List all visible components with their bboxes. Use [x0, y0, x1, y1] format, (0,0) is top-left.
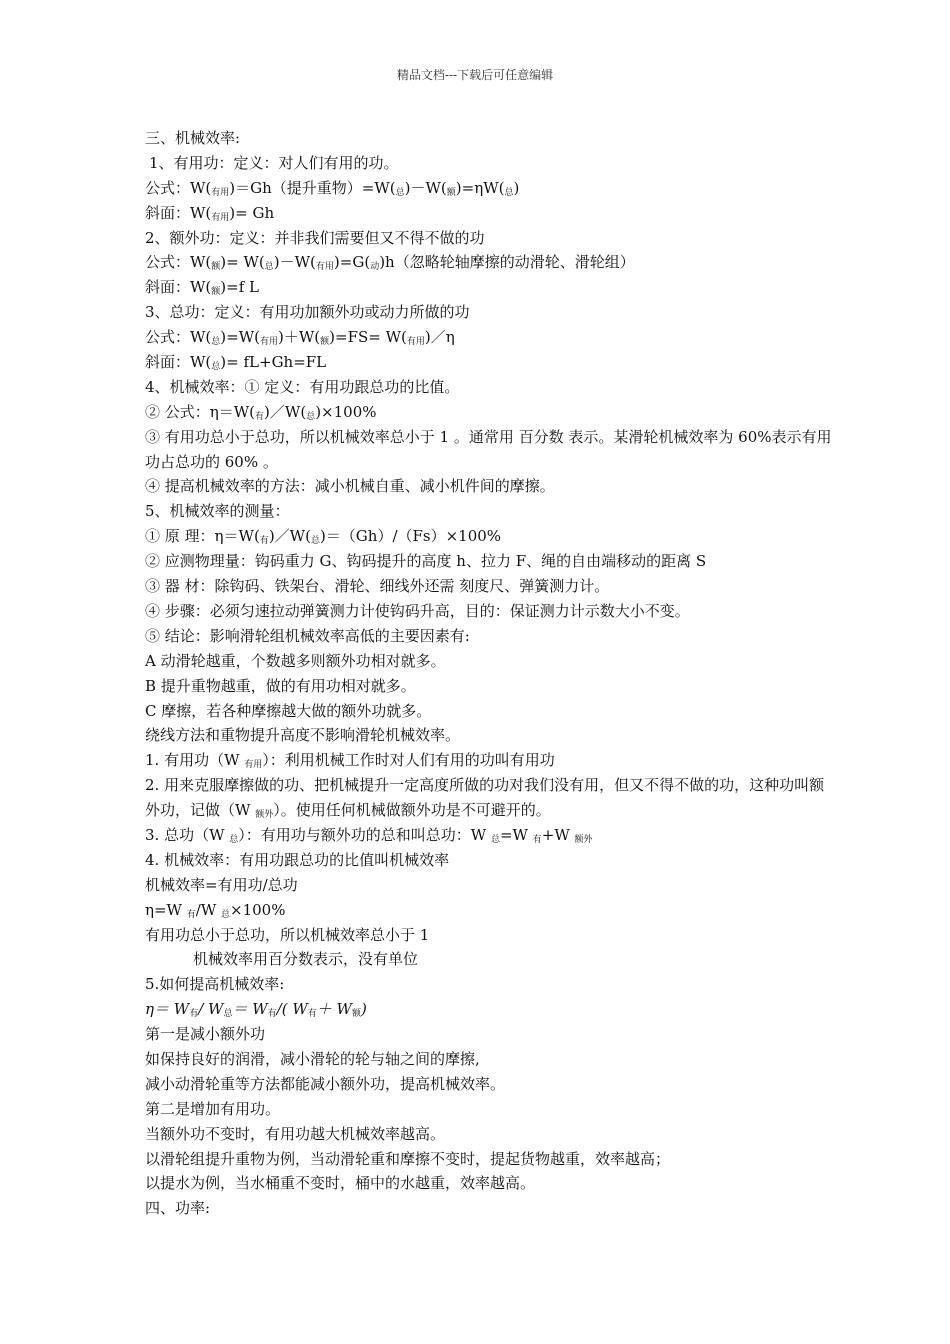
text-paragraph: ③ 有用功总小于总功，所以机械效率总小于 1 。通常用 百分数 表示。某滑轮机械效率为 60%表示有用功占总功的 60% 。 — [145, 427, 832, 471]
document-body — [145, 126, 835, 1221]
text-line: 机械效率=有用功/总功 — [145, 875, 298, 894]
text-line: 绕线方法和重物提升高度不影响滑轮机械效率。 — [145, 726, 461, 745]
text-line: 1、有用功：定义：对人们有用的功。 — [149, 153, 399, 172]
formula-line: 公式：$W(_{有用})=Gh$（提升重物）$=W(_总)-W(_额)=\eta W(_总)$ — [145, 178, 520, 198]
text-line: 减小动滑轮重等方法都能减小额外功，提高机械效率。 — [145, 1074, 506, 1093]
text-line: 3. 总功（W $_总$）：有用功与额外功的总和叫总功：W $_总$=W $_有$+W $_{额外}$ — [145, 825, 593, 845]
text-line: 5、机械效率的测量： — [145, 502, 290, 521]
text-line: ⑤ 结论：影响滑轮组机械效率高低的主要因素有: — [145, 626, 470, 645]
formula-line: 公式：$W(_额)= W(_总)-W(_{有用})=G(_动)h$（忽略轮轴摩擦的动滑轮、滑轮组） — [145, 253, 635, 273]
formula-line: 公式：$W(_总)=W(_{有用})+W(_额)=FS=$ $W(_{有用})/\eta$ — [145, 328, 455, 348]
formula-line: 斜面：$W(_总)= fL+Gh=FL$ — [145, 353, 327, 373]
text-line: B 提升重物越重，做的有用功相对就多。 — [145, 676, 416, 695]
text-line: 以滑轮组提升重物为例，当动滑轮重和摩擦不变时，提起货物越重，效率越高； — [145, 1149, 671, 1168]
section-heading: 四、功率: — [145, 1199, 211, 1218]
text-line: ② 应测物理量：钩码重力 G、钩码提升的高度 h、拉力 F、绳的自由端移动的距离 S — [145, 552, 707, 571]
page-header: 精品文档---下载后可任意编辑 — [396, 68, 554, 82]
formula-line: ① 原 理：$\eta=W(_有)/W(_总)=(Gh)/(Fs)\times 100\%$ — [145, 527, 502, 547]
text-line: 第一是减小额外功 — [145, 1025, 266, 1044]
formula-line: 斜面：$W(_{有用})= Gh$ — [145, 203, 275, 223]
formula-line: ② 公式：$\eta=W(_有)/W(_总)\times 100\%$ — [145, 402, 377, 422]
section-heading: 三、机械效率: — [145, 129, 241, 147]
text-line: ③ 器 材：除钩码、铁架台、滑轮、细线外还需 刻度尺、弹簧测力计。 — [145, 577, 610, 596]
text-paragraph: 2. 用来克服摩擦做的功、把机械提升一定高度所做的功对我们没有用，但又不得不做的功，这种功叫额外功，记做（W $_{额外}$）。使用任何机械做额外功是不可避开的。 — [145, 776, 825, 821]
formula-line: η=W $_有$/W $_总$×100% — [145, 900, 286, 920]
text-line: 机械效率用百分数表示，没有单位 — [193, 950, 419, 969]
text-line: 5.如何提高机械效率: — [145, 975, 285, 994]
formula-line: $\eta= W_有/$ $W_总= W_有/$( $W_有+ W_额$) — [145, 1000, 367, 1020]
text-line: 4、机械效率：① 定义：有用功跟总功的比值。 — [145, 377, 460, 396]
text-line: 以提水为例，当水桶重不变时，桶中的水越重，效率越高。 — [145, 1174, 536, 1193]
text-line: ④ 提高机械效率的方法：减小机械自重、减小机件间的摩擦。 — [145, 477, 555, 496]
text-line: 第二是增加有用功。 — [145, 1099, 281, 1118]
text-line: 1. 有用功（W $_{有用}$）：利用机械工作时对人们有用的功叫有用功 — [145, 751, 555, 771]
text-line: 4. 机械效率：有用功跟总功的比值叫机械效率 — [145, 850, 450, 869]
text-line: 当额外功不变时，有用功越大机械效率越高。 — [145, 1124, 446, 1143]
text-line: 2、额外功：定义：并非我们需要但又不得不做的功 — [145, 228, 485, 247]
formula-line: 斜面：$W(_额)=f$ L — [145, 278, 259, 298]
text-line: 有用功总小于总功，所以机械效率总小于 1 — [145, 925, 430, 944]
text-line: 3、总功：定义：有用功加额外功或动力所做的功 — [145, 303, 470, 322]
text-line: C 摩擦，若各种摩擦越大做的额外功就多。 — [145, 701, 432, 720]
text-line: ④ 步骤：必须匀速拉动弹簧测力计使钩码升高，目的：保证测力计示数大小不变。 — [145, 601, 690, 620]
text-line: 如保持良好的润滑，减小滑轮的轮与轴之间的摩擦, — [145, 1049, 480, 1068]
text-line: A 动滑轮越重，个数越多则额外功相对就多。 — [145, 651, 446, 670]
